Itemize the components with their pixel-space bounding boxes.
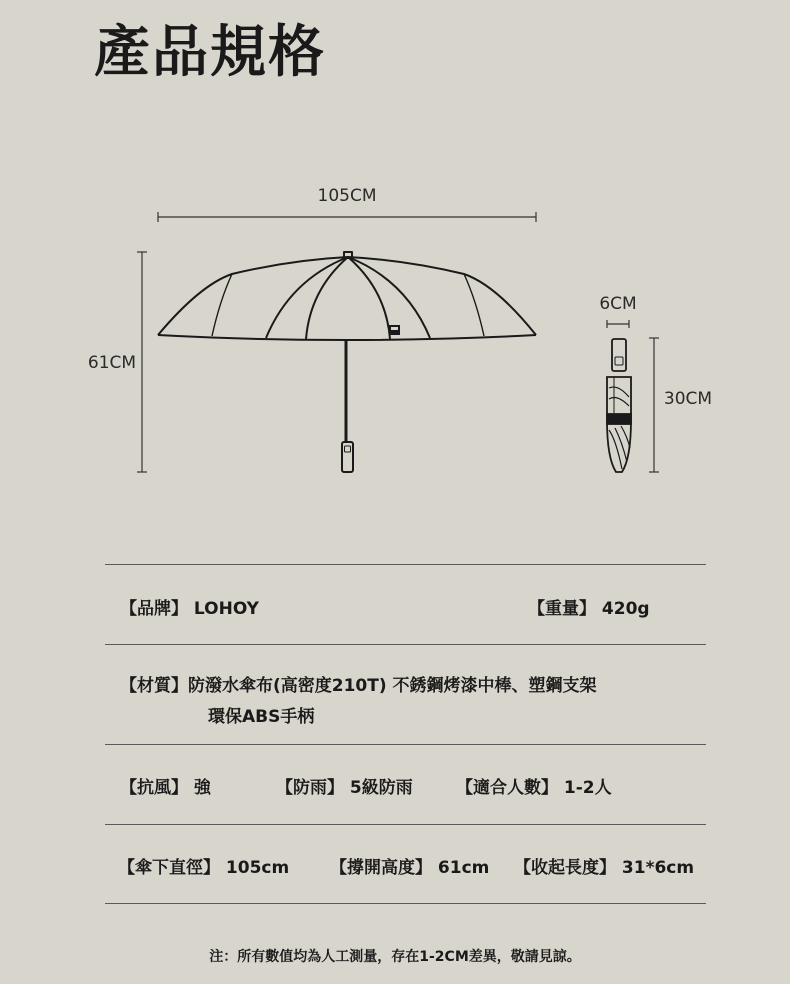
folded-length-label: 30CM <box>663 389 713 409</box>
divider-line <box>105 903 706 904</box>
divider-line <box>105 564 706 565</box>
spec-rain-protection: 【防雨】 5級防雨 <box>276 778 413 798</box>
spec-brand: 【品牌】 LOHOY <box>120 599 259 619</box>
width-label: 105CM <box>317 186 377 206</box>
folded-length-dimension-line <box>649 338 659 472</box>
spec-material: 【材質】防潑水傘布(高密度210T) 不銹鋼烤漆中棒、塑鋼支架 <box>120 676 597 696</box>
measurement-note: 注：所有數值均為人工測量，存在1-2CM差異，敬請見諒。 <box>209 949 581 965</box>
spec-wind-resistance: 【抗風】 強 <box>120 778 211 798</box>
folded-width-label: 6CM <box>599 294 637 314</box>
divider-line <box>105 824 706 825</box>
open-umbrella-icon <box>158 252 536 472</box>
page-title: 產品規格 <box>94 20 326 85</box>
folded-umbrella-icon <box>607 339 631 472</box>
spec-material-continued: 環保ABS手柄 <box>208 707 315 727</box>
height-label: 61CM <box>87 353 137 373</box>
spec-open-height: 【撐開高度】 61cm <box>330 858 490 878</box>
spec-folded-length: 【收起長度】 31*6cm <box>514 858 695 878</box>
spec-capacity: 【適合人數】 1-2人 <box>456 778 612 798</box>
width-dimension-line <box>158 212 536 222</box>
divider-line <box>105 744 706 745</box>
spec-diameter: 【傘下直徑】 105cm <box>118 858 290 878</box>
folded-width-dimension-line <box>607 320 629 328</box>
spec-weight: 【重量】 420g <box>528 599 650 619</box>
height-dimension-line <box>137 252 147 472</box>
divider-line <box>105 644 706 645</box>
